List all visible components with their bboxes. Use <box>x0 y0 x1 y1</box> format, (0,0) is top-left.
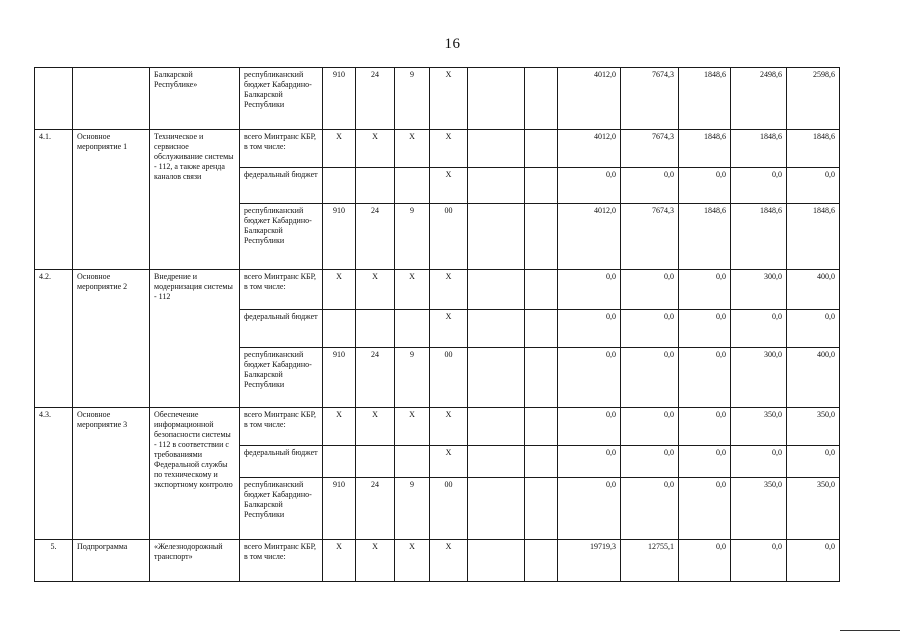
value-cell-4: 350,0 <box>731 408 787 446</box>
program-name-cell: «Железнодорожный транспорт» <box>150 540 240 582</box>
vr-cell: X <box>430 540 468 582</box>
value-cell-4: 350,0 <box>731 478 787 540</box>
empty-cell <box>525 408 558 446</box>
value-cell-2: 0,0 <box>621 478 679 540</box>
value-cell-5: 0,0 <box>787 168 840 204</box>
value-cell-2: 7674,3 <box>621 68 679 130</box>
rzpr-cell <box>356 310 395 348</box>
value-cell-3: 1848,6 <box>679 204 731 270</box>
rzpr-cell: 24 <box>356 348 395 408</box>
empty-cell <box>468 310 525 348</box>
csr-cell <box>395 310 430 348</box>
value-cell-2: 0,0 <box>621 310 679 348</box>
value-cell-3: 0,0 <box>679 310 731 348</box>
value-cell-5: 1848,6 <box>787 130 840 168</box>
grbs-cell: X <box>323 540 356 582</box>
empty-cell <box>468 130 525 168</box>
empty-cell <box>468 478 525 540</box>
vr-cell: 00 <box>430 478 468 540</box>
value-cell-1: 0,0 <box>558 446 621 478</box>
csr-cell: 9 <box>395 68 430 130</box>
value-cell-2: 0,0 <box>621 270 679 310</box>
empty-cell <box>468 204 525 270</box>
rzpr-cell: 24 <box>356 204 395 270</box>
value-cell-3: 0,0 <box>679 478 731 540</box>
funding-source-cell: республиканский бюджет Кабардино-Балкарской Республики <box>240 204 323 270</box>
value-cell-1: 4012,0 <box>558 204 621 270</box>
value-cell-1: 19719,3 <box>558 540 621 582</box>
value-cell-4: 1848,6 <box>731 130 787 168</box>
grbs-cell <box>323 446 356 478</box>
value-cell-1: 4012,0 <box>558 68 621 130</box>
csr-cell: X <box>395 130 430 168</box>
page-edge-line <box>840 630 900 631</box>
empty-cell <box>525 478 558 540</box>
value-cell-3: 0,0 <box>679 446 731 478</box>
vr-cell: 00 <box>430 348 468 408</box>
csr-cell: X <box>395 540 430 582</box>
funding-source-cell: всего Минтранс КБР, в том числе: <box>240 130 323 168</box>
value-cell-3: 0,0 <box>679 540 731 582</box>
row-number-cell: 4.2. <box>35 270 73 408</box>
empty-cell <box>468 446 525 478</box>
value-cell-1: 0,0 <box>558 408 621 446</box>
empty-cell <box>525 540 558 582</box>
grbs-cell: X <box>323 270 356 310</box>
value-cell-3: 1848,6 <box>679 130 731 168</box>
value-cell-3: 0,0 <box>679 270 731 310</box>
csr-cell: X <box>395 270 430 310</box>
empty-cell <box>525 348 558 408</box>
empty-cell <box>468 540 525 582</box>
rzpr-cell: X <box>356 408 395 446</box>
value-cell-5: 400,0 <box>787 348 840 408</box>
funding-source-cell: республиканский бюджет Кабардино-Балкарской Республики <box>240 348 323 408</box>
vr-cell: 00 <box>430 204 468 270</box>
csr-cell <box>395 446 430 478</box>
empty-cell <box>525 204 558 270</box>
funding-source-cell: всего Минтранс КБР, в том числе: <box>240 540 323 582</box>
empty-cell <box>525 168 558 204</box>
value-cell-5: 2598,6 <box>787 68 840 130</box>
value-cell-2: 7674,3 <box>621 204 679 270</box>
value-cell-3: 0,0 <box>679 348 731 408</box>
status-cell: Основное мероприятие 3 <box>73 408 150 540</box>
vr-cell: X <box>430 270 468 310</box>
empty-cell <box>525 68 558 130</box>
csr-cell: 9 <box>395 478 430 540</box>
row-number-cell: 4.1. <box>35 130 73 270</box>
table-row <box>35 130 840 168</box>
value-cell-2: 7674,3 <box>621 130 679 168</box>
value-cell-2: 0,0 <box>621 408 679 446</box>
program-name-cell: Техническое и сервисное обслуживание системы - 112, а также аренда каналов связи <box>150 130 240 270</box>
table-row <box>35 68 840 130</box>
value-cell-4: 1848,6 <box>731 204 787 270</box>
empty-cell <box>525 270 558 310</box>
grbs-cell: 910 <box>323 478 356 540</box>
table-row <box>35 408 840 446</box>
value-cell-4: 0,0 <box>731 540 787 582</box>
csr-cell: 9 <box>395 204 430 270</box>
empty-cell <box>468 348 525 408</box>
value-cell-5: 350,0 <box>787 478 840 540</box>
funding-source-cell: федеральный бюджет <box>240 310 323 348</box>
empty-cell <box>525 446 558 478</box>
rzpr-cell: X <box>356 540 395 582</box>
value-cell-1: 4012,0 <box>558 130 621 168</box>
row-number-cell: 5. <box>35 540 73 582</box>
value-cell-3: 1848,6 <box>679 68 731 130</box>
vr-cell: X <box>430 168 468 204</box>
funding-source-cell: федеральный бюджет <box>240 446 323 478</box>
funding-source-cell: всего Минтранс КБР, в том числе: <box>240 408 323 446</box>
status-cell: Основное мероприятие 1 <box>73 130 150 270</box>
value-cell-5: 350,0 <box>787 408 840 446</box>
status-cell: Подпрограмма <box>73 540 150 582</box>
rzpr-cell: 24 <box>356 478 395 540</box>
vr-cell: X <box>430 408 468 446</box>
value-cell-2: 0,0 <box>621 446 679 478</box>
grbs-cell <box>323 310 356 348</box>
vr-cell: X <box>430 68 468 130</box>
funding-source-cell: республиканский бюджет Кабардино-Балкарской Республики <box>240 68 323 130</box>
grbs-cell: 910 <box>323 68 356 130</box>
csr-cell: 9 <box>395 348 430 408</box>
value-cell-5: 400,0 <box>787 270 840 310</box>
value-cell-4: 0,0 <box>731 168 787 204</box>
empty-cell <box>468 270 525 310</box>
value-cell-4: 300,0 <box>731 270 787 310</box>
funding-source-cell: республиканский бюджет Кабардино-Балкарской Республики <box>240 478 323 540</box>
value-cell-2: 0,0 <box>621 348 679 408</box>
value-cell-1: 0,0 <box>558 168 621 204</box>
rzpr-cell: X <box>356 270 395 310</box>
funding-source-cell: всего Минтранс КБР, в том числе: <box>240 270 323 310</box>
value-cell-1: 0,0 <box>558 348 621 408</box>
value-cell-5: 0,0 <box>787 446 840 478</box>
rzpr-cell: X <box>356 130 395 168</box>
vr-cell: X <box>430 310 468 348</box>
grbs-cell: 910 <box>323 204 356 270</box>
grbs-cell: 910 <box>323 348 356 408</box>
empty-cell <box>468 168 525 204</box>
value-cell-5: 1848,6 <box>787 204 840 270</box>
csr-cell <box>395 168 430 204</box>
value-cell-5: 0,0 <box>787 310 840 348</box>
grbs-cell <box>323 168 356 204</box>
csr-cell: X <box>395 408 430 446</box>
value-cell-4: 0,0 <box>731 446 787 478</box>
row-number-cell: 4.3. <box>35 408 73 540</box>
value-cell-1: 0,0 <box>558 270 621 310</box>
value-cell-4: 0,0 <box>731 310 787 348</box>
row-number-cell <box>35 68 73 130</box>
funding-source-cell: федеральный бюджет <box>240 168 323 204</box>
table-row <box>35 540 840 582</box>
value-cell-4: 300,0 <box>731 348 787 408</box>
status-cell <box>73 68 150 130</box>
program-name-cell: Внедрение и модернизация системы - 112 <box>150 270 240 408</box>
status-cell: Основное мероприятие 2 <box>73 270 150 408</box>
program-name-cell: Обеспечение информационной безопасности системы - 112 в соответствии с требованиями Федеральной службы по техническому и экспортному контролю <box>150 408 240 540</box>
empty-cell <box>525 130 558 168</box>
rzpr-cell <box>356 168 395 204</box>
value-cell-3: 0,0 <box>679 168 731 204</box>
value-cell-2: 0,0 <box>621 168 679 204</box>
value-cell-3: 0,0 <box>679 408 731 446</box>
value-cell-1: 0,0 <box>558 310 621 348</box>
program-name-cell: Балкарской Республике» <box>150 68 240 130</box>
value-cell-1: 0,0 <box>558 478 621 540</box>
vr-cell: X <box>430 446 468 478</box>
rzpr-cell <box>356 446 395 478</box>
page-number: 16 <box>444 36 461 52</box>
value-cell-4: 2498,6 <box>731 68 787 130</box>
value-cell-5: 0,0 <box>787 540 840 582</box>
rzpr-cell: 24 <box>356 68 395 130</box>
empty-cell <box>468 68 525 130</box>
budget-table <box>34 67 840 582</box>
vr-cell: X <box>430 130 468 168</box>
value-cell-2: 12755,1 <box>621 540 679 582</box>
empty-cell <box>468 408 525 446</box>
table-row <box>35 270 840 310</box>
grbs-cell: X <box>323 408 356 446</box>
empty-cell <box>525 310 558 348</box>
grbs-cell: X <box>323 130 356 168</box>
